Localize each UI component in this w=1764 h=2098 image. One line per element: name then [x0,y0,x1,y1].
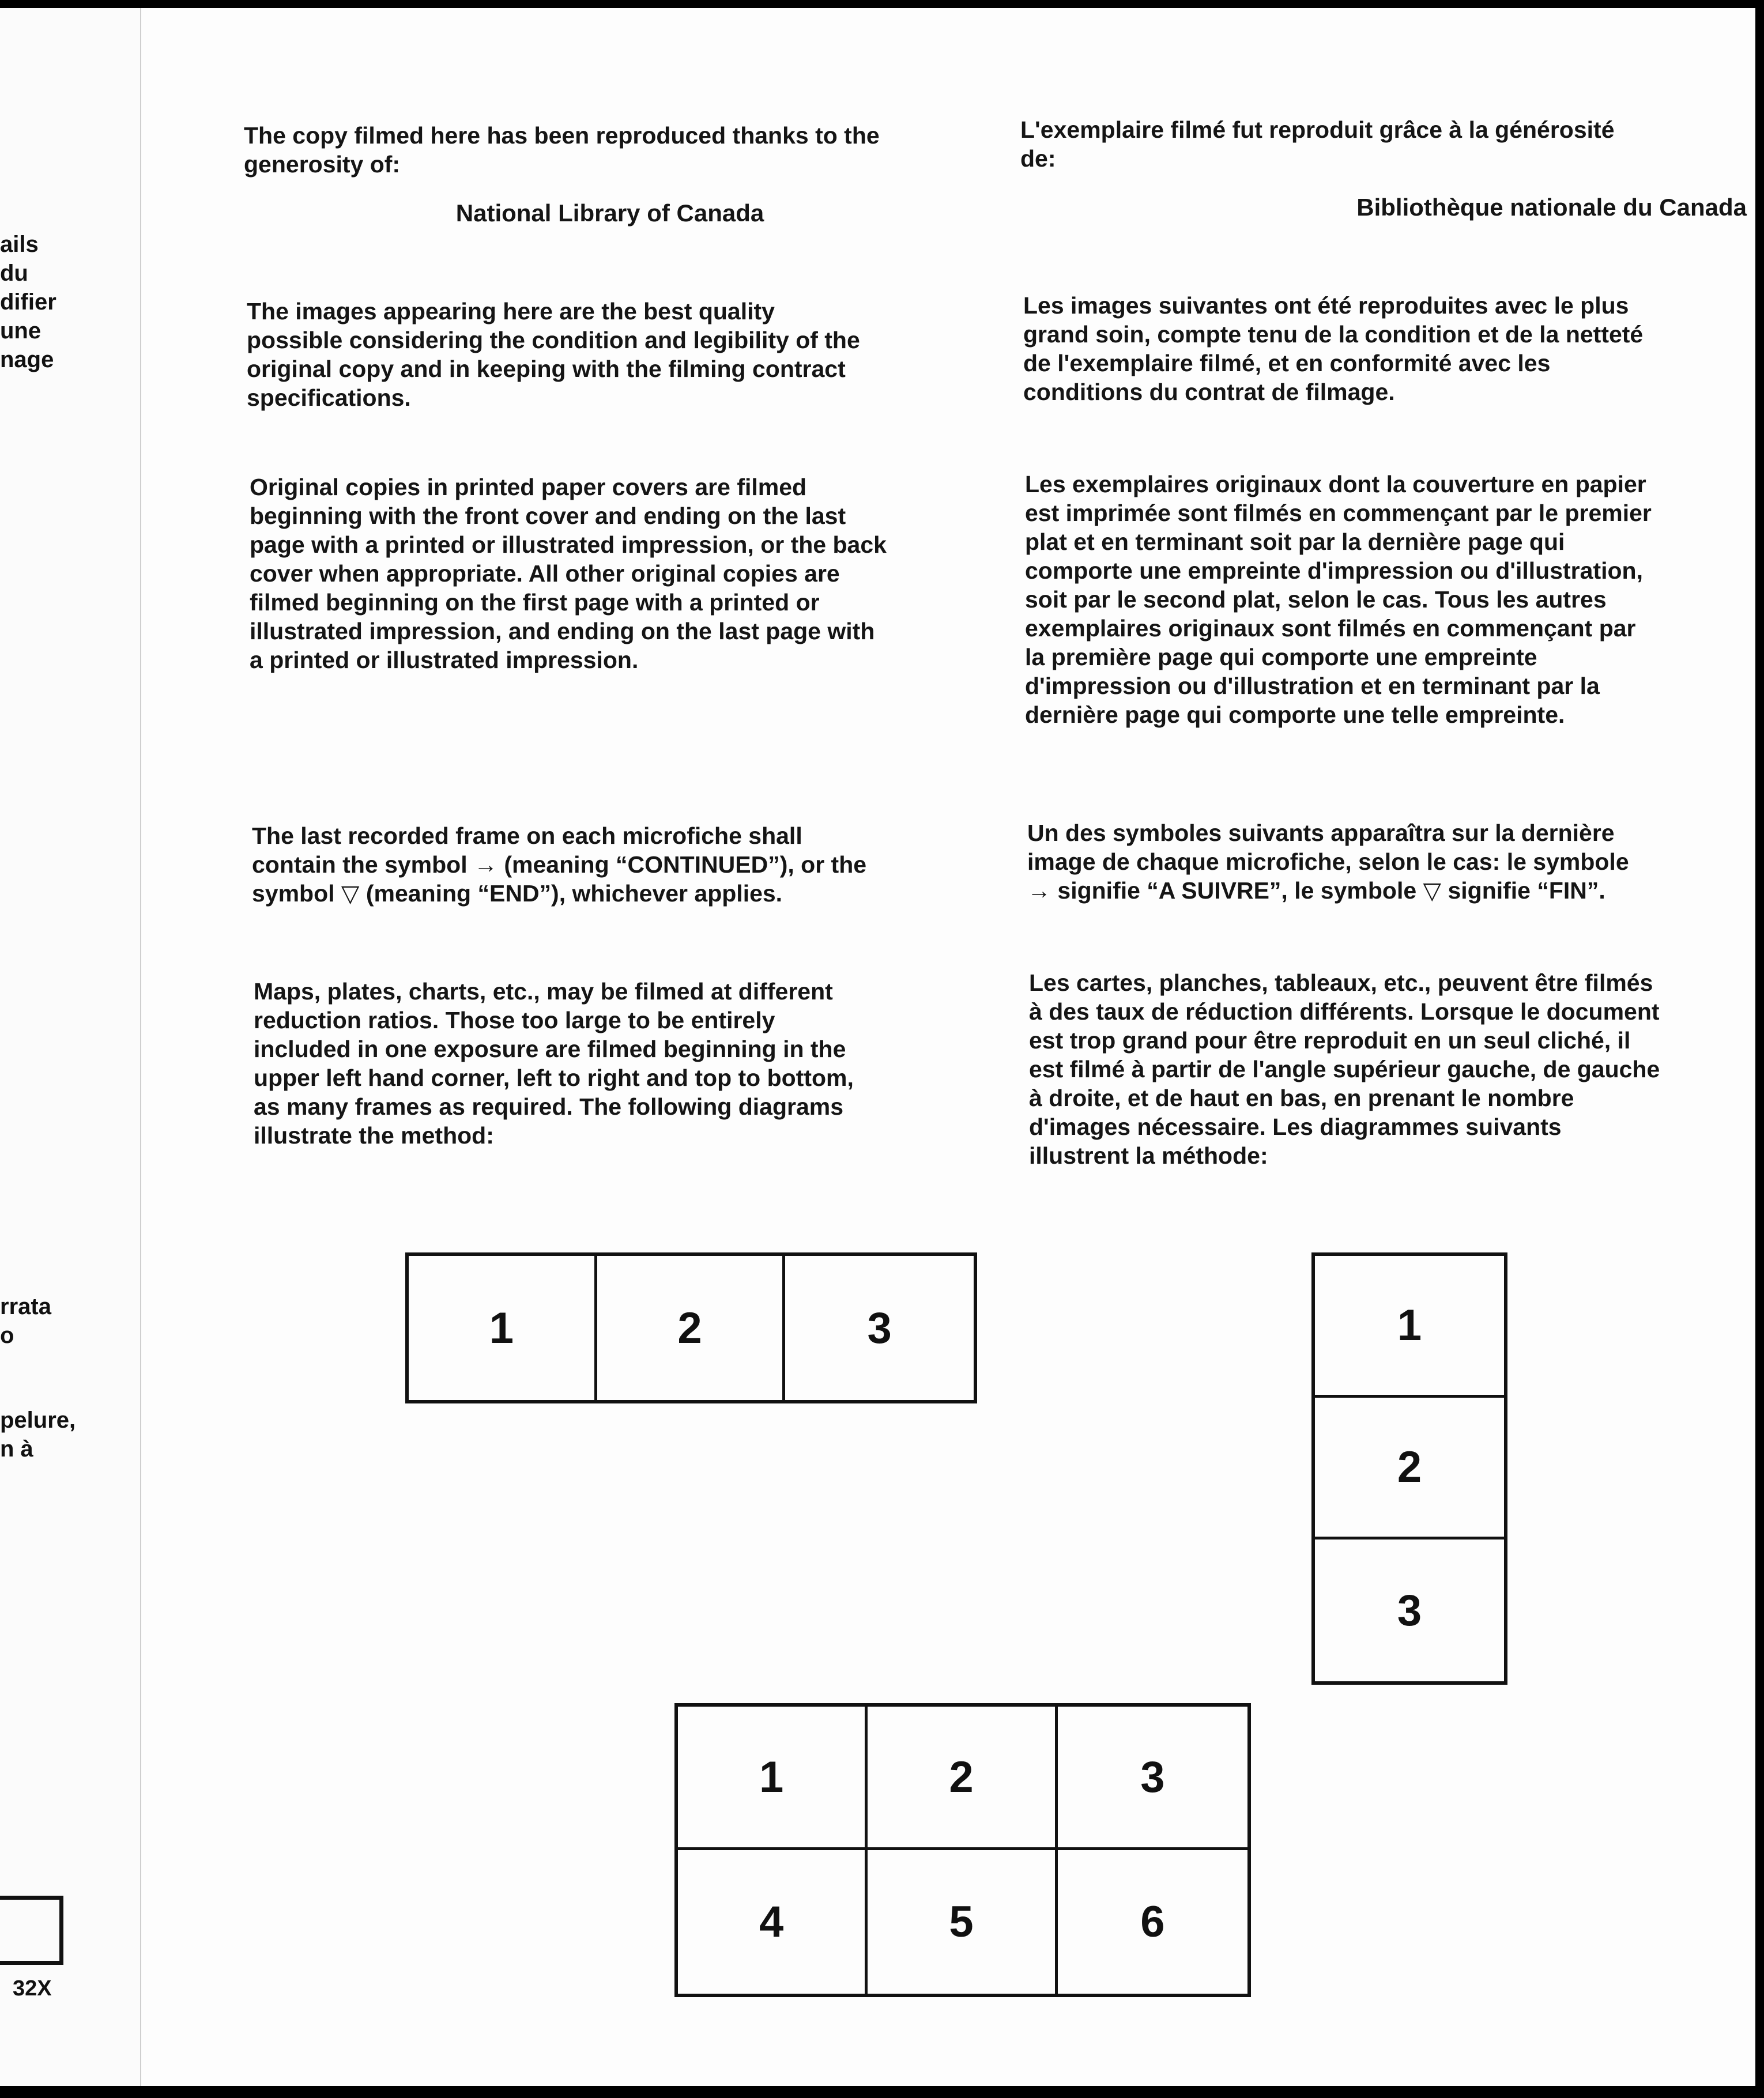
english-covers-notice: Original copies in printed paper covers are filmed beginning with the front cover and ending on the last page with a printed or illustrated impression, or the back cover when appropriate. All other original copies are filmed beginning on the first page with a printed or illustrated impression, and ending on the last page with a printed or illustrated impression. [250,474,887,673]
margin-fragment: o [0,1323,14,1348]
french-symbols-notice: Un des symboles suivants apparaîtra sur la dernière image de chaque microfiche, selon le cas: le symbole → signifie “A SUIVRE”, le symbole ▽ signifie “FIN”. [1027,820,1629,904]
margin-fragment: pelure, [0,1408,76,1433]
frame-cell: 5 [868,1850,1057,1994]
frame-cell: 1 [1315,1256,1504,1398]
margin-fragment: nage [0,347,54,372]
english-maps-notice: Maps, plates, charts, etc., may be filmed at different reduction ratios. Those too large to be entirely included in one exposure are filmed beginning in the upper left hand corner, left to right and top to bottom, as many frames as required. The following diagrams illustrate the method: [254,978,854,1149]
frame-cell: 3 [867,1303,892,1353]
english-symbols-notice: The last recorded frame on each microfiche shall contain the symbol → (meaning “CONTINUED”), or the symbol ▽ (meaning “END”), whichever applies. [252,822,867,907]
margin-fragment: rrata [0,1294,51,1319]
frame-cell: 2 [868,1707,1057,1850]
english-institution: National Library of Canada [455,199,764,227]
margin-fragment: ails [0,232,39,257]
french-institution: Bibliothèque nationale du Canada [1356,194,1747,221]
diagram-vertical [1311,1252,1507,1685]
french-quality-notice: Les images suivantes ont été reproduites avec le plus grand soin, compte tenu de la condition et de la netteté de l'exemplaire filmé, et en conformité avec les conditions du contrat de filmage. [1023,292,1644,405]
frame-cell: 3 [1058,1707,1247,1850]
french-maps-notice: Les cartes, planches, tableaux, etc., peuvent être filmés à des taux de réduction différents. Lorsque le document est trop grand pour être reproduit en un seul cliché, il est filmé à partir de l'angle supérieur gauche, de gauche à droite, et de haut en bas, en prenant le nombre d'images nécessaire. Les diagrammes suivants illustrent la méthode: [1029,969,1660,1169]
reduction-label: 32X [13,1976,52,2001]
margin-fragment: une [0,318,42,344]
reduction-box [0,1896,63,1965]
frame-cell: 6 [1140,1897,1165,1946]
margin-fragment: difier [0,289,56,315]
english-acknowledgment: The copy filmed here has been reproduced thanks to the generosity of: [244,122,880,178]
frame-cell: 1 [678,1707,868,1850]
frame-cell: 2 [1315,1398,1504,1539]
margin-fragment: n à [0,1436,33,1462]
frame-cell: 4 [678,1850,868,1994]
frame-cell: 2 [597,1256,786,1400]
adjacent-page-strip [0,8,141,2086]
diagram-horizontal [405,1252,977,1403]
english-quality-notice: The images appearing here are the best quality possible considering the condition and legibility of the original copy and in keeping with the filming contract specifications. [247,298,860,411]
frame-cell: 1 [409,1256,597,1400]
french-acknowledgment: L'exemplaire filmé fut reproduit grâce à la générosité de: [1020,116,1615,172]
diagram-grid [674,1703,1251,1997]
margin-fragment: du [0,261,28,286]
french-covers-notice: Les exemplaires originaux dont la couverture en papier est imprimée sont filmés en commençant par le premier plat et en terminant soit par la dernière page qui comporte une empreinte d'impression ou d'illustration, soit par le second plat, selon le cas. Tous les autres exemplaires originaux sont filmés en commençant par la première page qui comporte une empreinte d'impression ou d'illustration et en terminant par la dernière page qui comporte une telle empreinte. [1025,471,1652,728]
frame-cell: 3 [1397,1586,1422,1635]
